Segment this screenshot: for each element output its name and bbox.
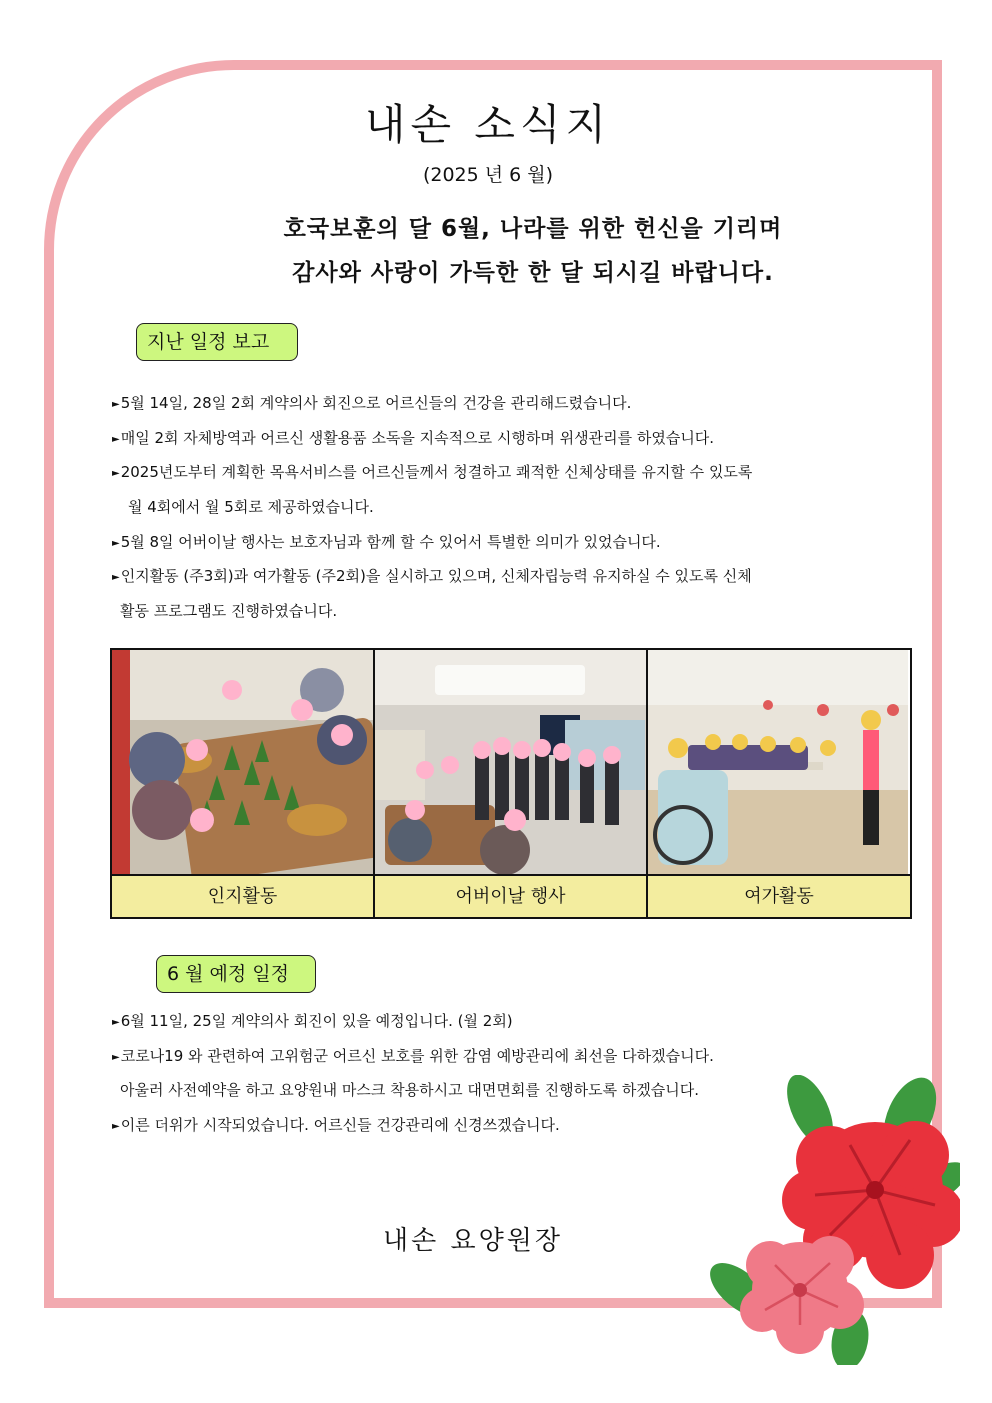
photo-caption-parents-day: 어버이날 행사 xyxy=(375,874,648,917)
photo-caption-cognitive: 인지활동 xyxy=(112,874,375,917)
list-item: ►2025년도부터 계획한 목욕서비스를 어르신들께서 청결하고 쾌적한 신체상태를 유지할 수 있도록 xyxy=(112,463,753,482)
photo-parents-day-event xyxy=(375,650,648,874)
pointer-arrow-icon: ► xyxy=(112,468,120,480)
slogan-line-1: 호국보훈의 달 6월, 나라를 위한 헌신을 기리며 xyxy=(283,216,783,242)
list-item: ►이른 더위가 시작되었습니다. 어르신들 건강관리에 신경쓰겠습니다. xyxy=(112,1116,560,1135)
upcoming-schedule-list xyxy=(112,1004,714,1143)
newsletter-title: 내손 소식지 xyxy=(364,100,612,149)
list-item-continuation: 아울러 사전예약을 하고 요양원내 마스크 착용하시고 대면면회를 진행하도록 하겠습니다. xyxy=(120,1081,700,1100)
upcoming-schedule-label: 6 월 예정 일정 xyxy=(156,955,316,993)
newsletter-date: (2025 년 6 월) xyxy=(422,164,554,186)
list-item-continuation: 월 4회에서 월 5회로 제공하였습니다. xyxy=(128,498,374,517)
list-item: ►매일 2회 자체방역과 어르신 생활용품 소독을 지속적으로 시행하며 위생관리를 하였습니다. xyxy=(112,428,715,447)
slogan-line-2: 감사와 사랑이 가득한 한 달 되시길 바랍니다. xyxy=(292,260,774,286)
list-item-continuation: 활동 프로그램도 진행하였습니다. xyxy=(120,602,338,621)
pointer-arrow-icon: ► xyxy=(112,537,120,549)
pointer-arrow-icon: ► xyxy=(112,1017,120,1028)
photo-caption-leisure: 여가활동 xyxy=(648,874,910,917)
past-schedule-label: 지난 일정 보고 xyxy=(136,323,298,361)
list-item: ►인지활동 (주3회)과 여가활동 (주2회)을 실시하고 있으며, 신체자립능력 유지하실 수 있도록 신체 xyxy=(112,567,752,586)
photo-leisure-activity xyxy=(648,650,910,874)
list-item: ►6월 11일, 25일 계약의사 회진이 있을 예정입니다. (월 2회) xyxy=(112,1012,513,1030)
list-item: ►코로나19 와 관련하여 고위험군 어르신 보호를 위한 감염 예방관리에 최선을 다하겠습니다. xyxy=(112,1046,714,1065)
list-item: ►5월 14일, 28일 2회 계약의사 회진으로 어르신들의 건강을 관리해드렸습니다. xyxy=(112,394,632,412)
photo-table xyxy=(110,648,912,919)
photo-cognitive-activity xyxy=(112,650,375,874)
pointer-arrow-icon: ► xyxy=(112,433,120,445)
pointer-arrow-icon: ► xyxy=(112,1051,120,1063)
past-schedule-list xyxy=(112,386,752,629)
list-item: ►5월 8일 어버이날 행사는 보호자님과 함께 할 수 있어서 특별한 의미가 있었습니다. xyxy=(112,532,661,551)
pointer-arrow-icon: ► xyxy=(112,1121,120,1133)
signature: 내손 요양원장 xyxy=(383,1226,563,1256)
carnation-flowers-icon xyxy=(700,1075,960,1369)
pointer-arrow-icon: ► xyxy=(112,399,120,410)
pointer-arrow-icon: ► xyxy=(112,572,120,584)
